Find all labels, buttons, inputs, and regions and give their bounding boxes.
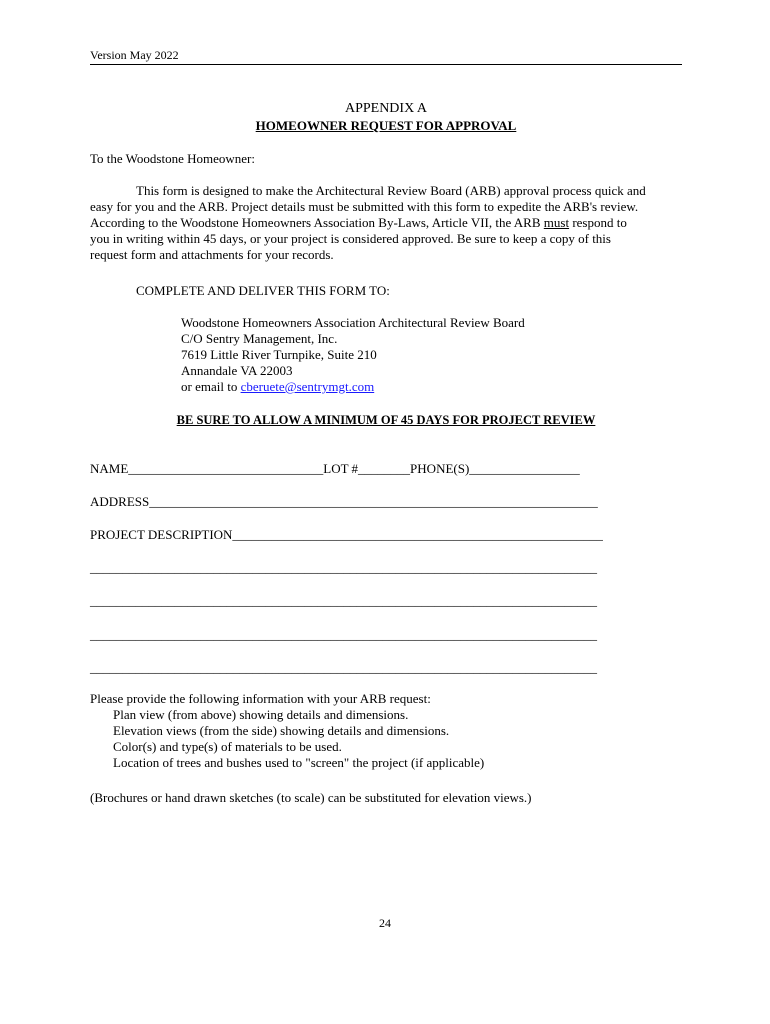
project-description-field[interactable]: PROJECT DESCRIPTION_________________________________________________________ xyxy=(90,527,603,542)
intro-line: easy for you and the ARB. Project details must be submitted with this form to expedite the ARB's review. xyxy=(90,199,639,214)
greeting: To the Woodstone Homeowner: xyxy=(90,151,255,166)
description-blank-line[interactable]: ______________________________________________________________________________ xyxy=(90,660,597,675)
intro-paragraph xyxy=(90,183,682,263)
info-list xyxy=(113,707,484,771)
form-title: HOMEOWNER REQUEST FOR APPROVAL xyxy=(255,118,517,133)
description-blank-line[interactable]: ______________________________________________________________________________ xyxy=(90,627,597,642)
address-email-line xyxy=(181,379,525,395)
list-item: Elevation views (from the side) showing details and dimensions. xyxy=(113,723,450,738)
list-item: Location of trees and bushes used to "screen" the project (if applicable) xyxy=(113,755,485,770)
address-org: Woodstone Homeowners Association Architectural Review Board xyxy=(181,315,525,330)
address-city: Annandale VA 22003 xyxy=(181,363,293,378)
intro-text: According to the Woodstone Homeowners Association By-Laws, Article VII, the ARB xyxy=(90,215,544,230)
page-number: 24 xyxy=(379,916,391,930)
info-heading: Please provide the following information with your ARB request: xyxy=(90,691,431,706)
title-block xyxy=(90,100,682,134)
intro-line: request form and attachments for your records. xyxy=(90,247,334,262)
emphasis-must: must xyxy=(543,215,570,230)
email-link[interactable]: cberuete@sentrymgt.com xyxy=(240,379,375,394)
review-time-notice: BE SURE TO ALLOW A MINIMUM OF 45 DAYS FOR PROJECT REVIEW xyxy=(176,413,596,427)
description-blank-line[interactable]: ______________________________________________________________________________ xyxy=(90,560,597,575)
version-label: Version May 2022 xyxy=(90,48,179,62)
appendix-heading: APPENDIX A xyxy=(344,101,428,116)
brochure-note: (Brochures or hand drawn sketches (to scale) can be substituted for elevation views.) xyxy=(90,790,532,805)
list-item: Color(s) and type(s) of materials to be used. xyxy=(113,739,342,754)
page-header xyxy=(90,47,682,65)
intro-text: respond to xyxy=(569,215,627,230)
email-prefix: or email to xyxy=(181,379,241,394)
intro-line: you in writing within 45 days, or your project is considered approved. Be sure to keep a copy of this xyxy=(90,231,611,246)
intro-line: This form is designed to make the Architectural Review Board (ARB) approval process quick and xyxy=(136,183,646,198)
deliver-heading: COMPLETE AND DELIVER THIS FORM TO: xyxy=(136,283,390,298)
mailing-address xyxy=(181,315,525,395)
address-field[interactable]: ADDRESS_____________________________________________________________________ xyxy=(90,494,598,509)
address-street: 7619 Little River Turnpike, Suite 210 xyxy=(181,347,377,362)
intro-line xyxy=(90,215,682,231)
list-item: Plan view (from above) showing details and dimensions. xyxy=(113,707,409,722)
address-care-of: C/O Sentry Management, Inc. xyxy=(181,331,338,346)
description-blank-line[interactable]: ______________________________________________________________________________ xyxy=(90,593,597,608)
name-lot-phone-field[interactable]: NAME______________________________LOT #________PHONE(S)_________________ xyxy=(90,461,580,476)
